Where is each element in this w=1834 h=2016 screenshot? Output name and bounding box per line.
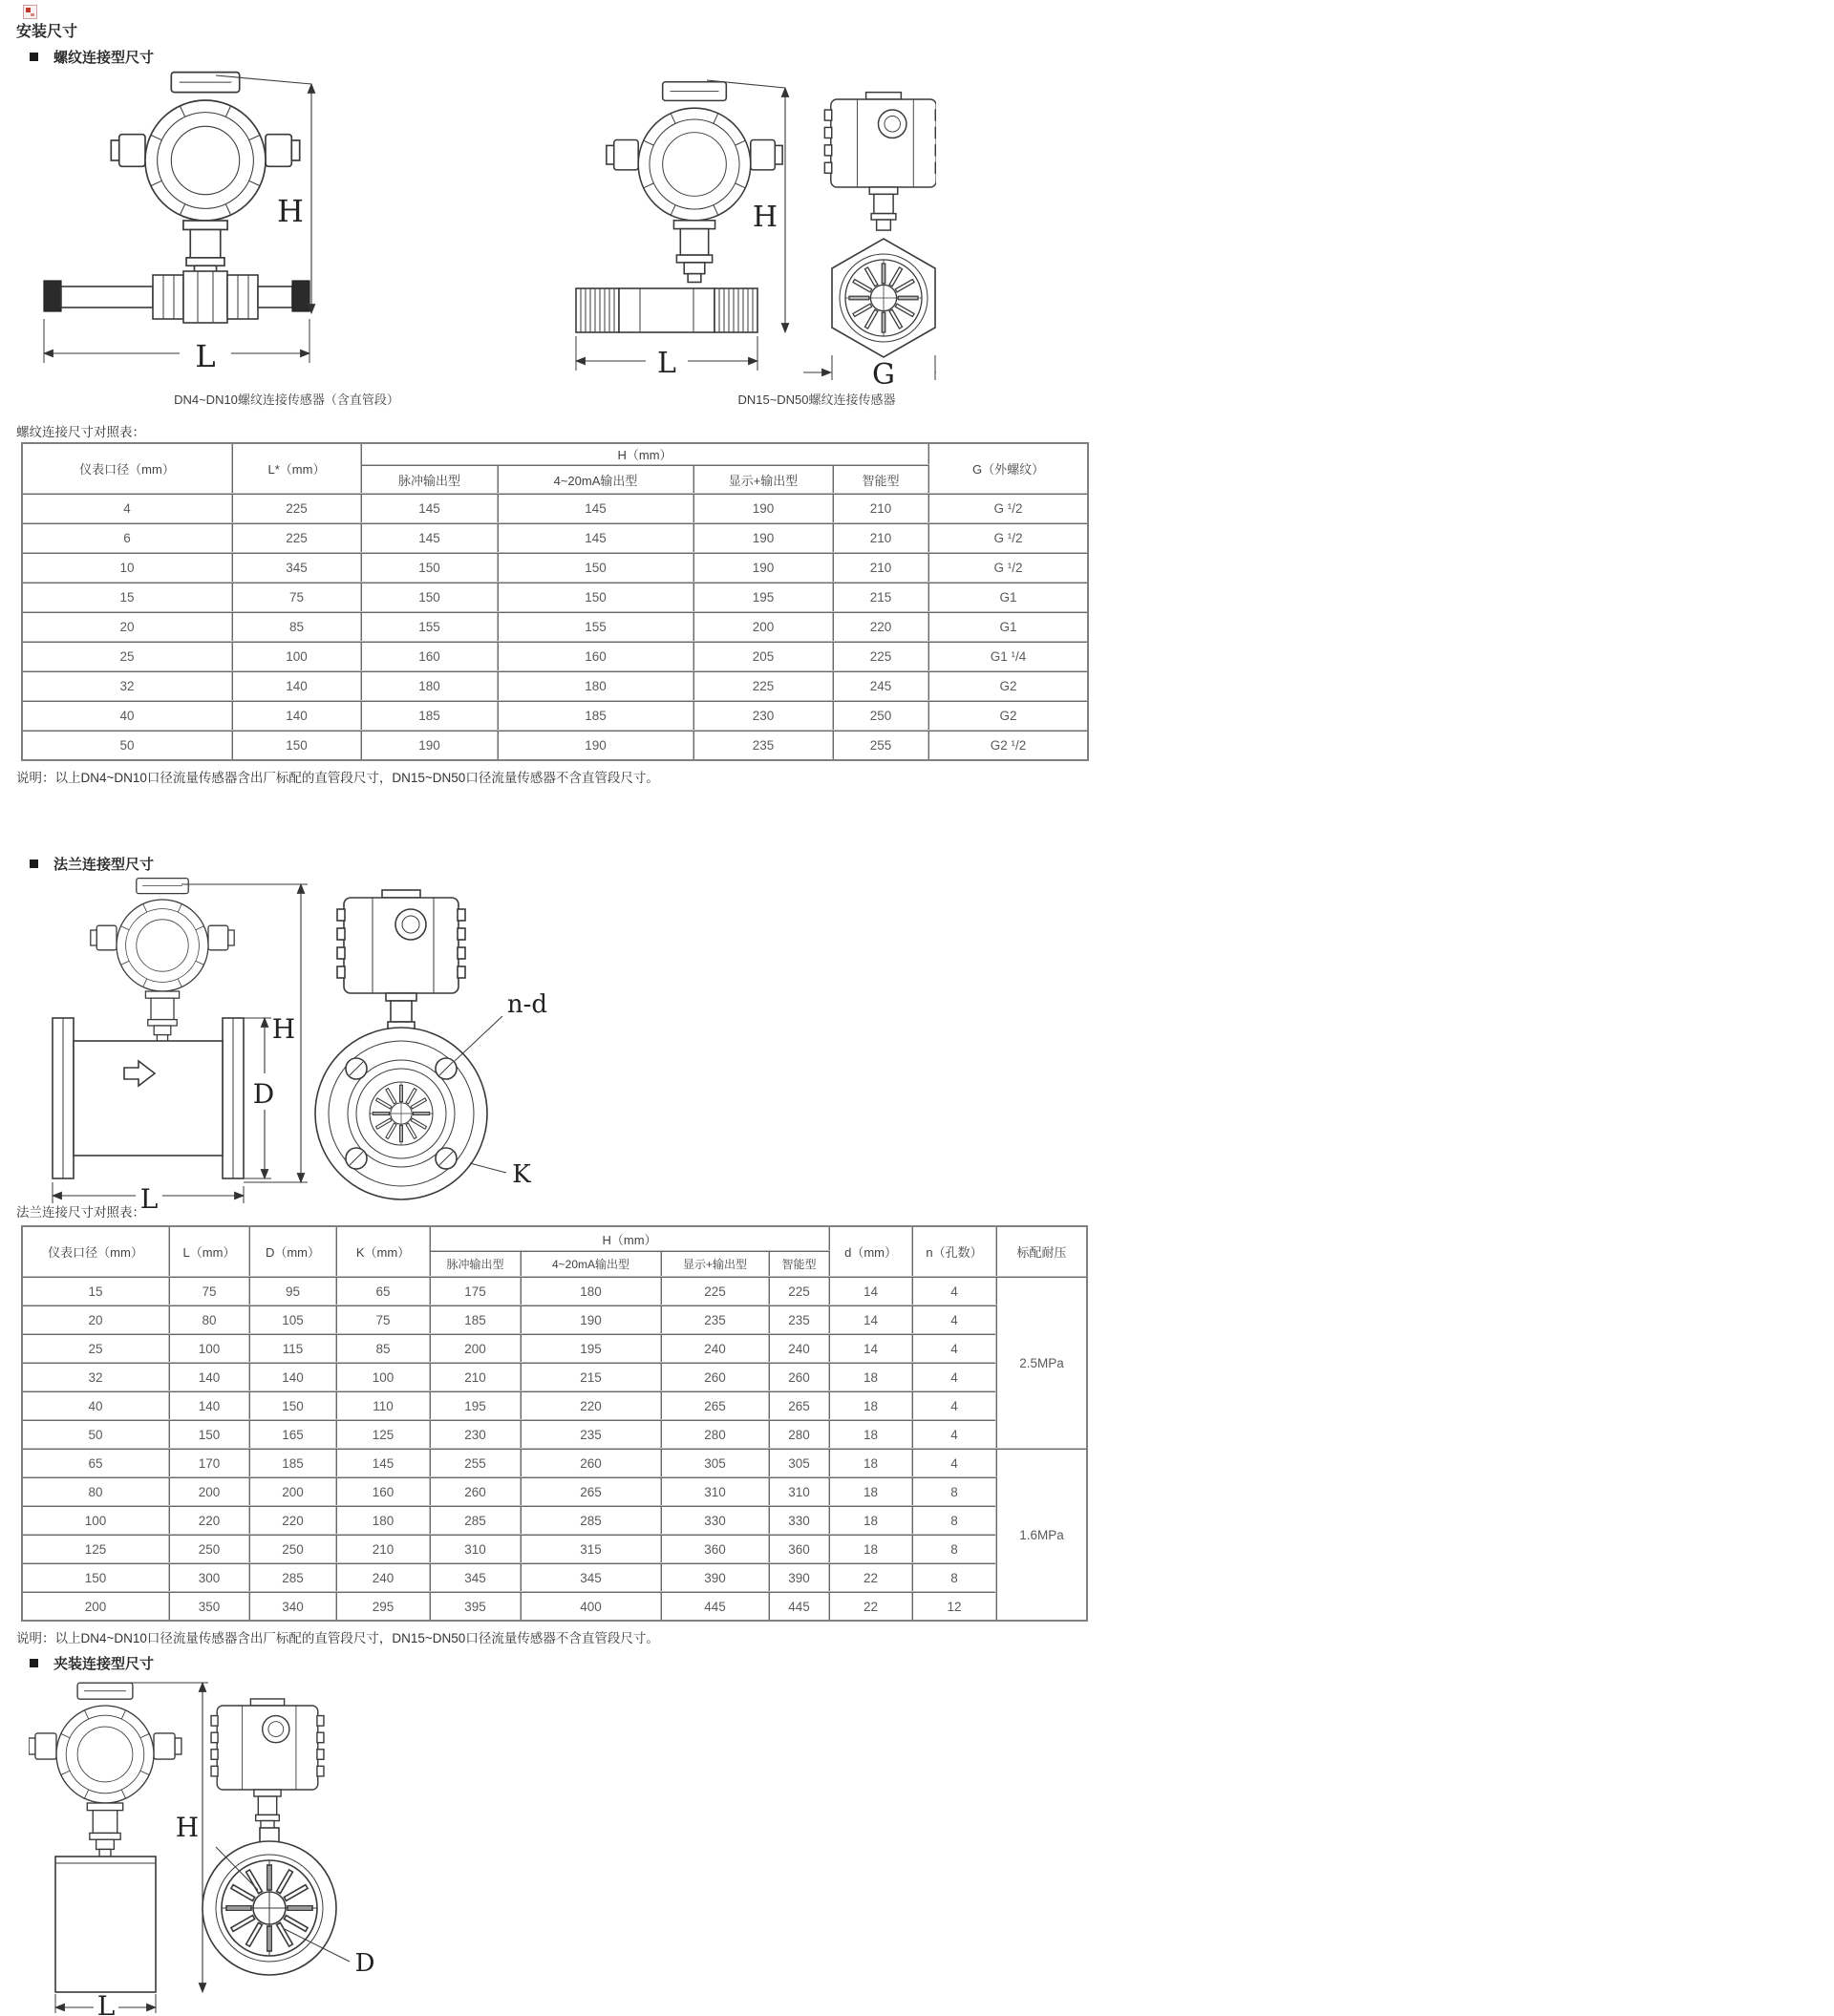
dim-label-g: G [872,358,895,389]
section-flange-heading [30,854,154,874]
section-heading-label: 螺纹连接型尺寸 [53,50,155,66]
cell-l: 150 [232,731,361,760]
cell-g: G2 [928,671,1088,701]
col-header-g: G（外螺纹） [928,443,1088,494]
cell-d: 185 [249,1449,336,1477]
dim-label-d: D [252,1078,275,1110]
col-header-pulse: 脉冲输出型 [361,465,498,494]
cell-l: 300 [169,1563,249,1592]
table-row [22,1277,1087,1305]
cell-h-smart: 210 [833,523,928,553]
cell-h-420ma: 160 [498,642,693,671]
section-clamp-heading [30,1653,154,1673]
section-heading-label: 夹装连接型尺寸 [53,1656,155,1672]
dim-label-h: H [752,201,778,234]
col-header-diameter: 仪表口径（mm） [22,443,232,494]
cell-h-smart: 445 [769,1592,829,1621]
cell-d: 220 [249,1506,336,1535]
cell-h-pulse: 200 [430,1334,521,1363]
cell-diameter: 10 [22,553,232,583]
cell-l: 225 [232,494,361,523]
table-row [22,671,1088,701]
section-threaded-heading [30,47,154,67]
col-header-pressure: 标配耐压 [996,1226,1087,1277]
cell-diameter: 32 [22,1363,169,1391]
cell-h-display: 230 [693,701,833,731]
cell-n: 4 [912,1277,996,1305]
cell-l: 140 [232,671,361,701]
table-row [22,494,1088,523]
cell-l: 170 [169,1449,249,1477]
cell-h-420ma: 180 [521,1277,661,1305]
cell-h-display: 190 [693,494,833,523]
col-header-dd: d（mm） [829,1226,912,1277]
table-row [22,612,1088,642]
cell-g: G2 ¹/2 [928,731,1088,760]
cell-h-420ma: 220 [521,1391,661,1420]
cell-dd: 18 [829,1477,912,1506]
col-header-diameter: 仪表口径（mm） [22,1226,169,1277]
cell-pressure: 1.6MPa [996,1449,1087,1621]
table-row [22,1334,1087,1363]
cell-n: 4 [912,1334,996,1363]
cell-h-display: 265 [661,1391,769,1420]
cell-diameter: 40 [22,1391,169,1420]
cell-diameter: 150 [22,1563,169,1592]
cell-h-pulse: 160 [361,642,498,671]
cell-h-420ma: 180 [498,671,693,701]
cell-h-pulse: 345 [430,1563,521,1592]
cell-diameter: 20 [22,612,232,642]
cell-h-smart: 310 [769,1477,829,1506]
cell-diameter: 40 [22,701,232,731]
cell-h-display: 260 [661,1363,769,1391]
cell-h-smart: 250 [833,701,928,731]
cell-h-420ma: 285 [521,1506,661,1535]
cell-h-pulse: 145 [361,494,498,523]
cell-dd: 18 [829,1391,912,1420]
cell-h-display: 200 [693,612,833,642]
cell-h-420ma: 315 [521,1535,661,1563]
threaded-table-title: 螺纹连接尺寸对照表： [16,425,145,439]
cell-h-smart: 260 [769,1363,829,1391]
cell-h-pulse: 230 [430,1420,521,1449]
cell-h-420ma: 190 [498,731,693,760]
col-header-420ma: 4~20mA输出型 [498,465,693,494]
col-header-420ma: 4~20mA输出型 [521,1251,661,1277]
cell-l: 225 [232,523,361,553]
flange-table-title: 法兰连接尺寸对照表： [16,1205,145,1220]
dim-label-h: H [271,1013,296,1045]
table-row [22,1535,1087,1563]
table-row [22,1563,1087,1592]
cell-h-420ma: 215 [521,1363,661,1391]
cell-d: 250 [249,1535,336,1563]
cell-h-420ma: 150 [498,583,693,612]
caption-threaded-large: DN15~DN50螺纹连接传感器 [737,393,896,407]
cell-d: 340 [249,1592,336,1621]
dim-label-k: K [512,1160,531,1189]
cell-diameter: 200 [22,1592,169,1621]
cell-h-pulse: 190 [361,731,498,760]
cell-h-smart: 360 [769,1535,829,1563]
cell-diameter: 6 [22,523,232,553]
cell-dd: 18 [829,1449,912,1477]
dim-label-h: H [277,193,304,229]
cell-l: 220 [169,1506,249,1535]
cell-l: 250 [169,1535,249,1563]
cell-h-smart: 280 [769,1420,829,1449]
cell-diameter: 25 [22,1334,169,1363]
cell-h-420ma: 155 [498,612,693,642]
cell-diameter: 80 [22,1477,169,1506]
table-row [22,731,1088,760]
cell-l: 140 [169,1391,249,1420]
threaded-dimensions-table [21,442,1089,761]
cell-dd: 18 [829,1506,912,1535]
cell-h-smart: 210 [833,494,928,523]
cell-pressure: 2.5MPa [996,1277,1087,1449]
table-row [22,1420,1087,1449]
page-title: 安装尺寸 [16,24,78,40]
cell-h-pulse: 310 [430,1535,521,1563]
cell-h-pulse: 185 [430,1305,521,1334]
cell-k: 240 [336,1563,430,1592]
table-row [22,1363,1087,1391]
section-heading-label: 法兰连接型尺寸 [53,857,155,873]
col-header-n: n（孔数） [912,1226,996,1277]
cell-n: 4 [912,1420,996,1449]
cell-g: G ¹/2 [928,494,1088,523]
caption-threaded-small: DN4~DN10螺纹连接传感器（含直管段） [174,393,399,407]
cell-k: 100 [336,1363,430,1391]
col-header-l: L*（mm） [232,443,361,494]
cell-diameter: 15 [22,1277,169,1305]
cell-h-pulse: 150 [361,553,498,583]
clamp-connection-drawing [29,1679,487,2016]
cell-diameter: 32 [22,671,232,701]
cell-dd: 14 [829,1334,912,1363]
bullet-icon [30,1659,38,1667]
cell-dd: 18 [829,1535,912,1563]
cell-d: 105 [249,1305,336,1334]
col-header-h-group: H（mm） [430,1226,829,1251]
flange-connection-drawing [29,877,621,1211]
cell-dd: 22 [829,1592,912,1621]
cell-h-smart: 225 [833,642,928,671]
col-header-pulse: 脉冲输出型 [430,1251,521,1277]
cell-h-display: 240 [661,1334,769,1363]
cell-h-smart: 240 [769,1334,829,1363]
cell-h-smart: 265 [769,1391,829,1420]
cell-diameter: 25 [22,642,232,671]
cell-h-pulse: 195 [430,1391,521,1420]
cell-k: 65 [336,1277,430,1305]
cell-h-display: 225 [661,1277,769,1305]
cell-g: G2 [928,701,1088,731]
cell-diameter: 20 [22,1305,169,1334]
cell-h-pulse: 145 [361,523,498,553]
cell-l: 345 [232,553,361,583]
cell-h-pulse: 185 [361,701,498,731]
table-row [22,1449,1087,1477]
cell-h-pulse: 175 [430,1277,521,1305]
cell-d: 165 [249,1420,336,1449]
table-row [22,1391,1087,1420]
cell-h-420ma: 195 [521,1334,661,1363]
cell-d: 115 [249,1334,336,1363]
cell-h-420ma: 145 [498,523,693,553]
col-header-k: K（mm） [336,1226,430,1277]
cell-h-420ma: 400 [521,1592,661,1621]
cell-diameter: 4 [22,494,232,523]
table-row [22,1592,1087,1621]
cell-h-420ma: 345 [521,1563,661,1592]
table-row [22,1305,1087,1334]
cell-l: 350 [169,1592,249,1621]
dim-label-l: L [195,338,216,374]
cell-k: 145 [336,1449,430,1477]
cell-h-display: 280 [661,1420,769,1449]
broken-image-icon [23,5,37,19]
cell-k: 295 [336,1592,430,1621]
cell-h-smart: 305 [769,1449,829,1477]
cell-h-smart: 235 [769,1305,829,1334]
col-header-l: L（mm） [169,1226,249,1277]
cell-k: 160 [336,1477,430,1506]
cell-k: 210 [336,1535,430,1563]
cell-k: 75 [336,1305,430,1334]
cell-dd: 18 [829,1363,912,1391]
cell-h-display: 305 [661,1449,769,1477]
col-header-display: 显示+输出型 [661,1251,769,1277]
flange-dimensions-table [21,1225,1088,1622]
dim-label-h: H [175,1812,200,1843]
col-header-smart: 智能型 [769,1251,829,1277]
cell-n: 4 [912,1305,996,1334]
cell-d: 200 [249,1477,336,1506]
cell-h-display: 205 [693,642,833,671]
cell-l: 140 [169,1363,249,1391]
cell-h-display: 190 [693,523,833,553]
cell-h-display: 225 [693,671,833,701]
cell-n: 4 [912,1391,996,1420]
cell-l: 100 [169,1334,249,1363]
bullet-icon [30,53,38,61]
cell-h-display: 235 [693,731,833,760]
cell-h-420ma: 185 [498,701,693,731]
cell-g: G1 [928,583,1088,612]
cell-k: 125 [336,1420,430,1449]
cell-n: 12 [912,1592,996,1621]
bullet-icon [30,859,38,868]
cell-d: 95 [249,1277,336,1305]
dim-label-nd: n-d [506,990,548,1019]
cell-dd: 14 [829,1305,912,1334]
cell-d: 285 [249,1563,336,1592]
cell-h-display: 195 [693,583,833,612]
table-row [22,553,1088,583]
cell-h-pulse: 395 [430,1592,521,1621]
cell-g: G ¹/2 [928,553,1088,583]
cell-h-smart: 210 [833,553,928,583]
cell-h-display: 390 [661,1563,769,1592]
cell-n: 8 [912,1506,996,1535]
dim-label-l: L [96,1990,116,2016]
dim-label-l: L [657,347,676,380]
dim-label-l: L [139,1183,159,1211]
cell-n: 4 [912,1449,996,1477]
cell-l: 75 [169,1277,249,1305]
cell-h-smart: 225 [769,1277,829,1305]
cell-d: 140 [249,1363,336,1391]
cell-k: 110 [336,1391,430,1420]
col-header-d: D（mm） [249,1226,336,1277]
cell-n: 4 [912,1363,996,1391]
col-header-display: 显示+输出型 [693,465,833,494]
cell-l: 140 [232,701,361,731]
cell-h-pulse: 255 [430,1449,521,1477]
cell-diameter: 15 [22,583,232,612]
cell-l: 100 [232,642,361,671]
cell-h-420ma: 235 [521,1420,661,1449]
cell-h-smart: 390 [769,1563,829,1592]
cell-n: 8 [912,1477,996,1506]
col-header-smart: 智能型 [833,465,928,494]
cell-h-display: 445 [661,1592,769,1621]
cell-h-smart: 330 [769,1506,829,1535]
cell-diameter: 50 [22,1420,169,1449]
cell-dd: 18 [829,1420,912,1449]
cell-h-420ma: 150 [498,553,693,583]
cell-h-420ma: 190 [521,1305,661,1334]
cell-h-pulse: 180 [361,671,498,701]
cell-h-pulse: 285 [430,1506,521,1535]
cell-g: G1 ¹/4 [928,642,1088,671]
cell-h-display: 330 [661,1506,769,1535]
cell-h-display: 190 [693,553,833,583]
cell-d: 150 [249,1391,336,1420]
cell-l: 200 [169,1477,249,1506]
cell-h-smart: 255 [833,731,928,760]
table-row [22,1477,1087,1506]
table-row [22,1506,1087,1535]
dim-label-d: D [354,1949,375,1978]
cell-g: G ¹/2 [928,523,1088,553]
cell-n: 8 [912,1535,996,1563]
cell-l: 150 [169,1420,249,1449]
cell-dd: 14 [829,1277,912,1305]
cell-h-pulse: 210 [430,1363,521,1391]
cell-k: 85 [336,1334,430,1363]
cell-h-pulse: 260 [430,1477,521,1506]
table-row [22,583,1088,612]
table-row [22,523,1088,553]
cell-dd: 22 [829,1563,912,1592]
cell-diameter: 65 [22,1449,169,1477]
cell-h-420ma: 260 [521,1449,661,1477]
cell-diameter: 100 [22,1506,169,1535]
cell-diameter: 125 [22,1535,169,1563]
cell-h-pulse: 150 [361,583,498,612]
col-header-h-group: H（mm） [361,443,928,465]
cell-h-420ma: 145 [498,494,693,523]
cell-h-display: 360 [661,1535,769,1563]
table-row [22,701,1088,731]
cell-h-pulse: 155 [361,612,498,642]
flange-note: 说明：以上DN4~DN10口径流量传感器含出厂标配的直管段尺寸，DN15~DN50口径流量传感器不含直管段尺寸。 [16,1631,659,1645]
cell-n: 8 [912,1563,996,1592]
cell-l: 80 [169,1305,249,1334]
cell-h-420ma: 265 [521,1477,661,1506]
cell-h-smart: 215 [833,583,928,612]
cell-g: G1 [928,612,1088,642]
cell-diameter: 50 [22,731,232,760]
threaded-connection-drawing [29,69,936,389]
table-row [22,642,1088,671]
cell-h-smart: 245 [833,671,928,701]
cell-l: 85 [232,612,361,642]
cell-l: 75 [232,583,361,612]
cell-k: 180 [336,1506,430,1535]
cell-h-smart: 220 [833,612,928,642]
cell-h-display: 310 [661,1477,769,1506]
cell-h-display: 235 [661,1305,769,1334]
threaded-note: 说明：以上DN4~DN10口径流量传感器含出厂标配的直管段尺寸，DN15~DN50口径流量传感器不含直管段尺寸。 [16,771,659,785]
